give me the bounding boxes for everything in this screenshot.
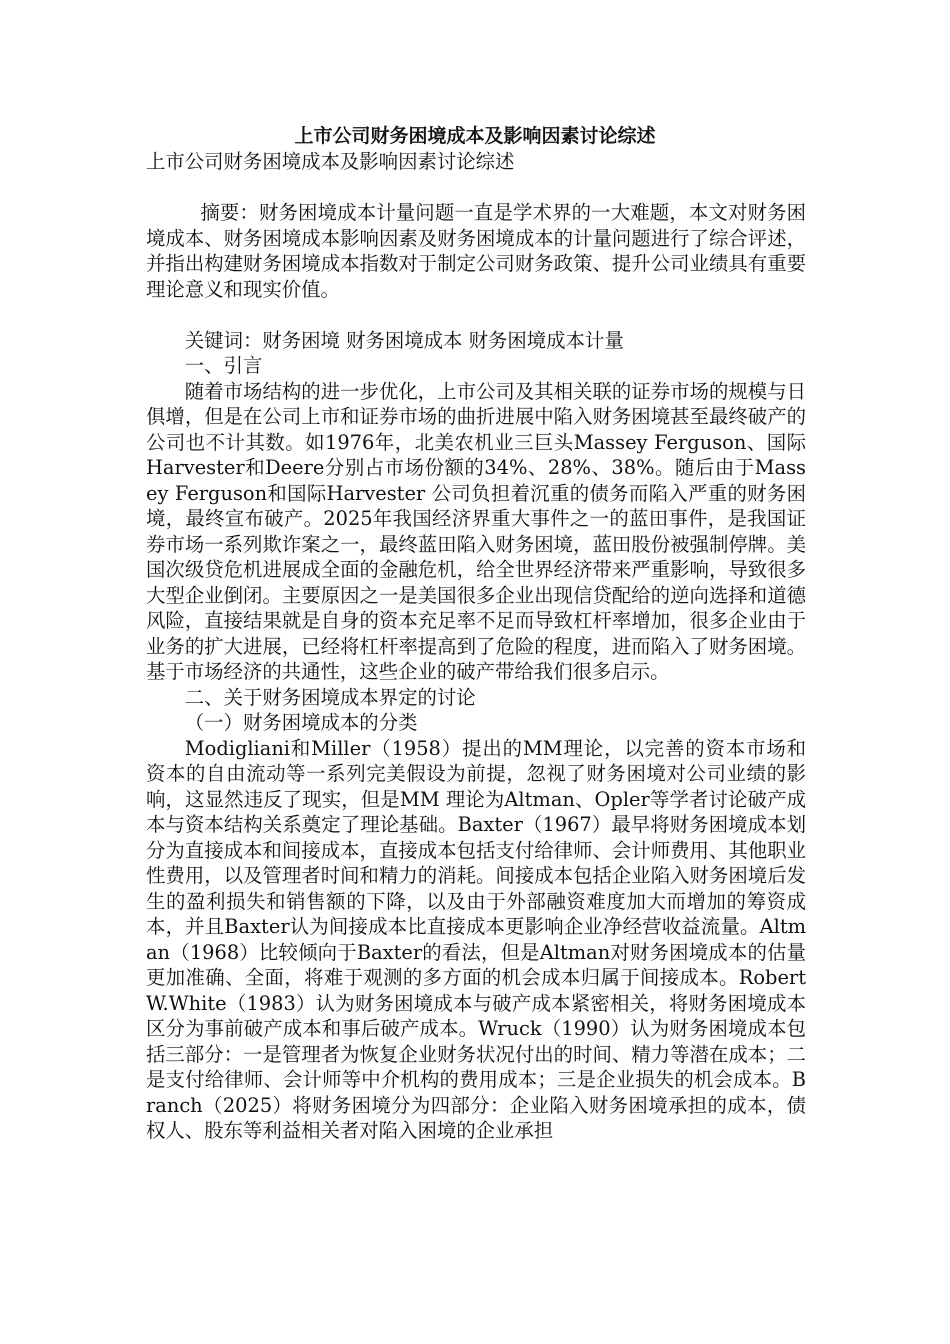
abstract-paragraph: 摘要：财务困境成本计量问题一直是学术界的一大难题，本文对财务困境成本、财务困境成本影响因素及财务困境成本的计量问题进行了综合评述，并指出构建财务困境成本指数对于制定公司财务政策、提升公司业绩具有重要理论意义和现实价值。 <box>146 201 806 301</box>
blank-line <box>146 175 806 201</box>
section-heading-introduction: 一、引言 <box>184 354 263 377</box>
document-body <box>146 149 806 1144</box>
document-title: 上市公司财务困境成本及影响因素讨论综述 <box>294 125 656 147</box>
document-subtitle: 上市公司财务困境成本及影响因素讨论综述 <box>146 150 515 173</box>
blank-line <box>146 302 806 328</box>
section-heading-definition: 二、关于财务困境成本界定的讨论 <box>184 685 476 709</box>
subsection-heading-classification: （一）财务困境成本的分类 <box>184 711 418 734</box>
keywords-line: 关键词：财务困境 财务困境成本 财务困境成本计量 <box>184 328 624 352</box>
classification-paragraph: Modigliani和Miller（1958）提出的MM理论，以完善的资本市场和资本的自由流动等一系列完美假设为前提，忽视了财务困境对公司业绩的影响，这显然违反了现实，但是MM 理论为Altman、Opler等学者讨论破产成本与资本结构关系奠定了理论基础。Baxter（1967）最早将财务困境成本划分为直接成本和间接成本，直接成本包括支付给律师、会计师费用、其他职业性费用，以及管理者时间和精力的消耗。间接成本包括企业陷入财务困境后发生的盈利损失和销售额的下降，以及由于外部融资难度加大而增加的筹资成本，并且Baxter认为间接成本比直接成本更影响企业净经营收益流量。Altman（1968）比较倾向于Baxter的看法，但是Altman对财务困境成本的估量更加准确、全面，将难于观测的多方面的机会成本归属于间接成本。Robert W.White（1983）认为财务困境成本与破产成本紧密相关，将财务困境成本区分为事前破产成本和事后破产成本。Wruck（1990）认为财务困境成本包括三部分：一是管理者为恢复企业财务状况付出的时间、精力等潜在成本；二是支付给律师、会计师等中介机构的费用成本；三是企业损失的机会成本。Branch（2025）将财务困境分为四部分：企业陷入财务困境承担的成本，债权人、股东等利益相关者对陷入困境的企业承担 <box>146 736 806 1142</box>
introduction-paragraph: 随着市场结构的进一步优化，上市公司及其相关联的证券市场的规模与日俱增，但是在公司上市和证券市场的曲折进展中陷入财务困境甚至最终破产的公司也不计其数。如1976年，北美农机业三巨头Massey Ferguson、国际Harvester和Deere分别占市场份额的34%、28%、38%。随后由于Massey Ferguson和国际Harvester 公司负担着沉重的债务而陷入严重的财务困境，最终宣布破产。2025年我国经济界重大事件之一的蓝田事件，是我国证券市场一系列欺诈案之一，最终蓝田陷入财务困境，蓝田股份被强制停牌。美国次级贷危机进展成全面的金融危机，给全世界经济带来严重影响，导致很多大型企业倒闭。主要原因之一是美国很多企业出现信贷配给的逆向选择和道德风险，直接结果就是自身的资本充足率不足而导致杠杆率增加，很多企业由于业务的扩大进展，已经将杠杆率提高到了危险的程度，进而陷入了财务困境。基于市场经济的共通性，这些企业的破产带给我们很多启示。 <box>146 379 806 683</box>
